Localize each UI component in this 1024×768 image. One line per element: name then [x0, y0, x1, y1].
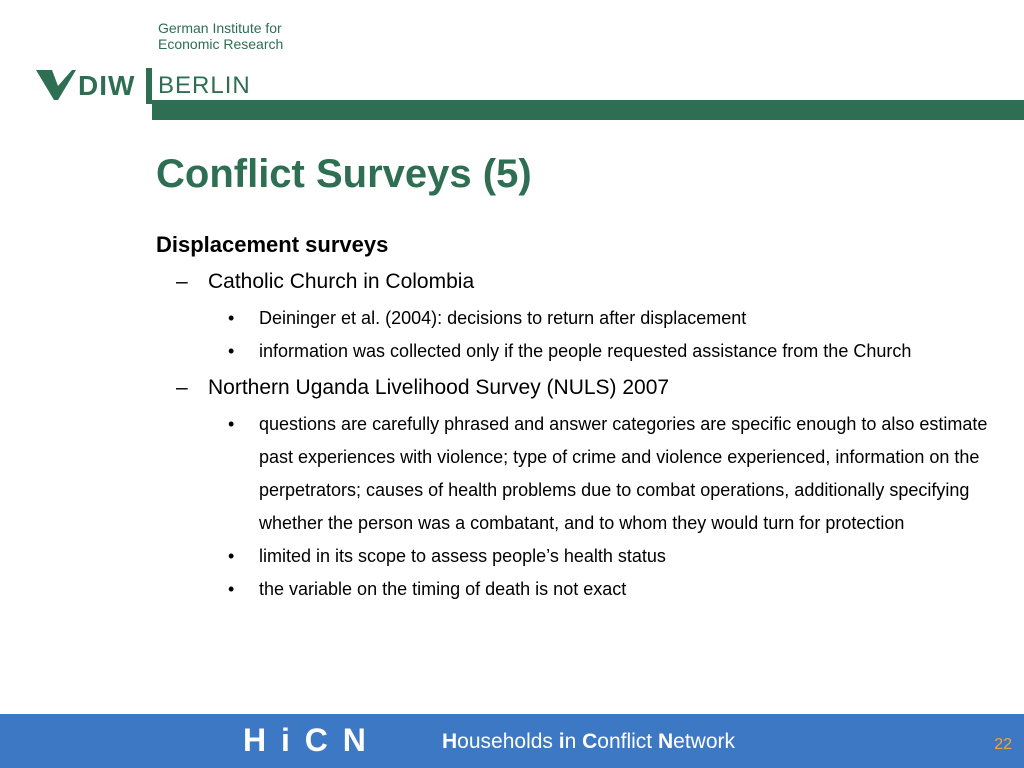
footer-initial: i — [558, 730, 565, 753]
bullet-glyph: • — [228, 308, 235, 328]
diw-berlin-logo — [36, 64, 266, 104]
slide-content — [156, 232, 1016, 612]
footer-initial: H — [442, 730, 458, 753]
institute-line-2: Economic Research — [158, 36, 284, 52]
bullet-list-colombia — [156, 302, 1016, 368]
dash-item-colombia — [156, 268, 1016, 296]
footer-network-name — [442, 730, 735, 754]
footer-initial: N — [657, 730, 674, 753]
section-heading: Displacement surveys — [156, 232, 389, 257]
footer-initial: C — [582, 730, 598, 753]
logo-diw-text: DIW — [78, 70, 136, 101]
bullet-glyph: • — [228, 341, 235, 361]
logo-berlin-text: BERLIN — [158, 72, 251, 99]
bullet-item — [156, 302, 1016, 335]
dash-item-label: Northern Uganda Livelihood Survey (NULS) 2007 — [208, 376, 670, 399]
footer-word-rest: n — [564, 730, 583, 753]
slide-title: Conflict Surveys (5) — [156, 152, 532, 196]
dash-item-uganda — [156, 374, 1016, 402]
bullet-item — [156, 408, 1016, 540]
bullet-text: questions are carefully phrased and answer categories are specific enough to also estimate past experiences with violence; type of crime and violence experienced, information on the perpetrators; causes of health problems due to combat operations, additionally specifying whether the person was a combatant, and to whom they would turn for protection — [259, 414, 988, 533]
bullet-glyph: • — [228, 579, 235, 599]
logo-separator — [146, 68, 152, 104]
dash-item-label: Catholic Church in Colombia — [208, 270, 475, 293]
bullet-text: information was collected only if the people requested assistance from the Church — [259, 341, 912, 361]
bullet-glyph: • — [228, 414, 235, 434]
bullet-item — [156, 573, 1016, 606]
dash-glyph: – — [176, 270, 188, 293]
bullet-text: Deininger et al. (2004): decisions to return after displacement — [259, 308, 747, 328]
diw-check-mark-icon — [36, 68, 76, 102]
institute-line-1: German Institute for — [158, 20, 282, 36]
dash-glyph: – — [176, 376, 188, 399]
bullet-list-uganda — [156, 408, 1016, 606]
institute-name — [158, 20, 283, 52]
bullet-item — [156, 540, 1016, 573]
bullet-glyph: • — [228, 546, 235, 566]
footer-word-rest: onflict — [597, 730, 658, 753]
bullet-item — [156, 335, 1016, 368]
bullet-text: the variable on the timing of death is not exact — [259, 579, 627, 599]
footer-word-rest: ouseholds — [457, 730, 559, 753]
footer-word-rest: etwork — [673, 730, 736, 753]
footer-hicn-acronym: H i C N — [243, 722, 367, 758]
header-green-band — [152, 100, 1024, 120]
bullet-text: limited in its scope to assess people’s health status — [259, 546, 666, 566]
page-number: 22 — [994, 736, 1012, 753]
footer-bar — [0, 714, 1024, 768]
